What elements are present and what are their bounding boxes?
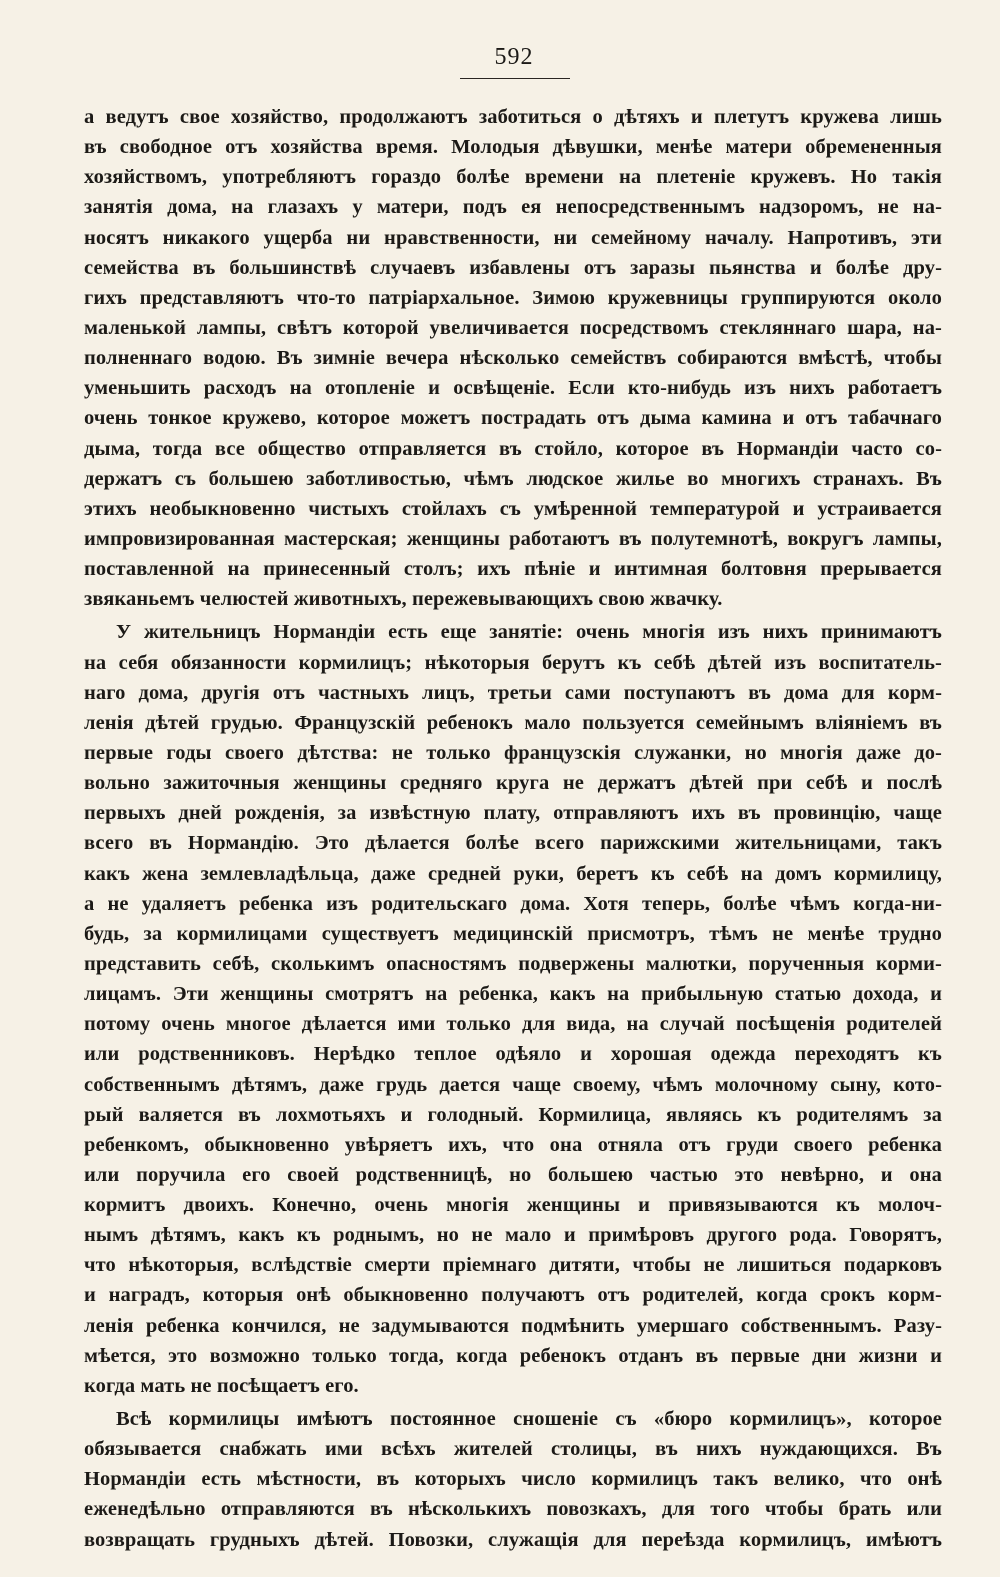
text-line: или поручила его своей родственницѣ, но большею частью это невѣрно, и она <box>84 1163 942 1186</box>
text-line: первыхъ дней рожденія, за извѣстную плату, отправляютъ ихъ въ провинцію, чаще <box>84 802 942 825</box>
text-line: Всѣ кормилицы имѣютъ постоянное сношеніе съ «бюро кормилицъ», которое <box>116 1408 942 1431</box>
text-line: рый валяется въ лохмотьяхъ и голодный. Кормилица, являясь къ родителямъ за <box>84 1103 942 1126</box>
page-number: 592 <box>494 44 534 70</box>
text-line: ленія дѣтей грудью. Французскій ребенокъ мало пользуется семейнымъ вліяніемъ въ <box>84 711 942 734</box>
text-line: импровизированная мастерская; женщины работаютъ въ полутемнотѣ, вокругъ лампы, <box>84 527 942 550</box>
text-line: хозяйствомъ, употребляютъ гораздо болѣе времени на плетеніе кружевъ. Но такія <box>84 166 942 189</box>
text-line: обязывается снабжать ими всѣхъ жителей столицы, въ нихъ нуждающихся. Въ <box>84 1438 942 1461</box>
text-line: а не удаляетъ ребенка изъ родительскаго дома. Хотя теперь, болѣе чѣмъ когда-ни- <box>84 892 942 915</box>
text-line: поставленной на принесенный столъ; ихъ пѣніе и интимная болтовня прерывается <box>84 558 942 581</box>
text-line: какъ жена землевладѣльца, даже средней руки, беретъ къ себѣ на домъ кормилицу, <box>84 862 942 885</box>
text-line: ленія ребенка кончился, не задумываются подмѣнить умершаго собственнымъ. Разу- <box>84 1314 942 1337</box>
text-line: первые годы своего дѣтства: не только французскія служанки, но многія даже до- <box>84 741 942 764</box>
paragraph <box>84 617 942 1401</box>
text-line: всего въ Нормандію. Это дѣлается болѣе всего парижскими жительницами, такъ <box>84 832 942 855</box>
text-line: мѣется, это возможно только тогда, когда ребенокъ отданъ въ первые дни жизни и <box>84 1344 942 1367</box>
text-line: собственнымъ дѣтямъ, даже грудь дается чаще своему, чѣмъ молочному сыну, кото- <box>84 1073 942 1096</box>
text-line: что нѣкоторыя, вслѣдствіе смерти пріемнаго дитяти, чтобы не лишиться подарковъ <box>84 1254 942 1277</box>
paragraph <box>84 102 942 614</box>
text-line: еженедѣльно отправляются въ нѣсколькихъ повозкахъ, для того чтобы брать или <box>84 1498 942 1521</box>
text-line: когда мать не посѣщаетъ его. <box>84 1374 359 1397</box>
body-text <box>84 102 942 1555</box>
text-line: вольно зажиточныя женщины средняго круга не держатъ дѣтей при себѣ и послѣ <box>84 772 942 795</box>
text-line: въ свободное отъ хозяйства время. Молодыя дѣвушки, менѣе матери обремененныя <box>84 136 942 159</box>
text-line: держатъ съ большею заботливостью, чѣмъ людское жилье во многихъ странахъ. Въ <box>84 467 942 490</box>
page-number-rule <box>460 78 570 79</box>
text-line: очень тонкое кружево, которое можетъ пострадать отъ дыма камина и отъ табачнаго <box>84 407 942 430</box>
text-line: и наградъ, которыя онѣ обыкновенно получаютъ отъ родителей, когда срокъ корм- <box>84 1284 942 1307</box>
text-line: У жительницъ Нормандіи есть еще занятіе: очень многія изъ нихъ принимаютъ <box>116 621 942 644</box>
text-line: будь, за кормилицами существуетъ медицинскій присмотръ, тѣмъ не менѣе трудно <box>84 922 942 945</box>
text-line: занятія дома, на глазахъ у матери, подъ ея непосредственнымъ надзоромъ, не на- <box>84 196 942 219</box>
text-line: носятъ никакого ущерба ни нравственности, ни семейному началу. Напротивъ, эти <box>84 226 942 249</box>
text-line: кормитъ двоихъ. Конечно, очень многія женщины и привязываются къ молоч- <box>84 1194 942 1217</box>
text-line: возвращать грудныхъ дѣтей. Повозки, служащія для переѣзда кормилицъ, имѣютъ <box>84 1528 942 1551</box>
text-line: гихъ представляютъ что-то патріархальное. Зимою кружевницы группируются около <box>84 286 942 309</box>
text-line: полненнаго водою. Въ зимніе вечера нѣсколько семействъ собираются вмѣстѣ, чтобы <box>84 347 942 370</box>
text-line: звяканьемъ челюстей животныхъ, пережевывающихъ свою жвачку. <box>84 588 723 611</box>
text-line: потому очень многое дѣлается ими только для вида, на случай посѣщенія родителей <box>84 1013 942 1036</box>
text-line: ребенкомъ, обыкновенно увѣряетъ ихъ, что она отняла отъ груди своего ребенка <box>84 1133 942 1156</box>
text-line: наго дома, другія отъ частныхъ лицъ, третьи сами поступаютъ въ дома для корм- <box>84 681 942 704</box>
text-line: или родственниковъ. Нерѣдко теплое одѣяло и хорошая одежда переходятъ къ <box>84 1043 942 1066</box>
paragraph <box>84 1404 942 1555</box>
text-line: представить себѣ, сколькимъ опасностямъ подвержены малютки, порученныя корми- <box>84 952 942 975</box>
text-line: Нормандіи есть мѣстности, въ которыхъ число кормилицъ такъ велико, что онѣ <box>84 1468 942 1491</box>
text-line: нымъ дѣтямъ, какъ къ роднымъ, но не мало и примѣровъ другого рода. Говорятъ, <box>84 1224 942 1247</box>
text-line: маленькой лампы, свѣтъ которой увеличивается посредствомъ стекляннаго шара, на- <box>84 316 942 339</box>
text-line: а ведутъ свое хозяйство, продолжаютъ заботиться о дѣтяхъ и плетутъ кружева лишь <box>84 106 942 128</box>
text-line: на себя обязанности кормилицъ; нѣкоторыя берутъ къ себѣ дѣтей изъ воспитатель- <box>84 651 942 674</box>
text-line: дыма, тогда все общество отправляется въ стойло, которое въ Нормандіи часто со- <box>84 437 942 460</box>
text-line: семейства въ большинствѣ случаевъ избавлены отъ заразы пьянства и болѣе дру- <box>84 256 942 279</box>
text-line: лицамъ. Эти женщины смотрятъ на ребенка, какъ на прибыльную статью дохода, и <box>84 983 942 1006</box>
text-line: уменьшить расходъ на отопленіе и освѣщеніе. Если кто-нибудь изъ нихъ работаетъ <box>84 377 942 400</box>
text-line: этихъ необыкновенно чистыхъ стойлахъ съ умѣренной температурой и устраивается <box>84 497 942 520</box>
